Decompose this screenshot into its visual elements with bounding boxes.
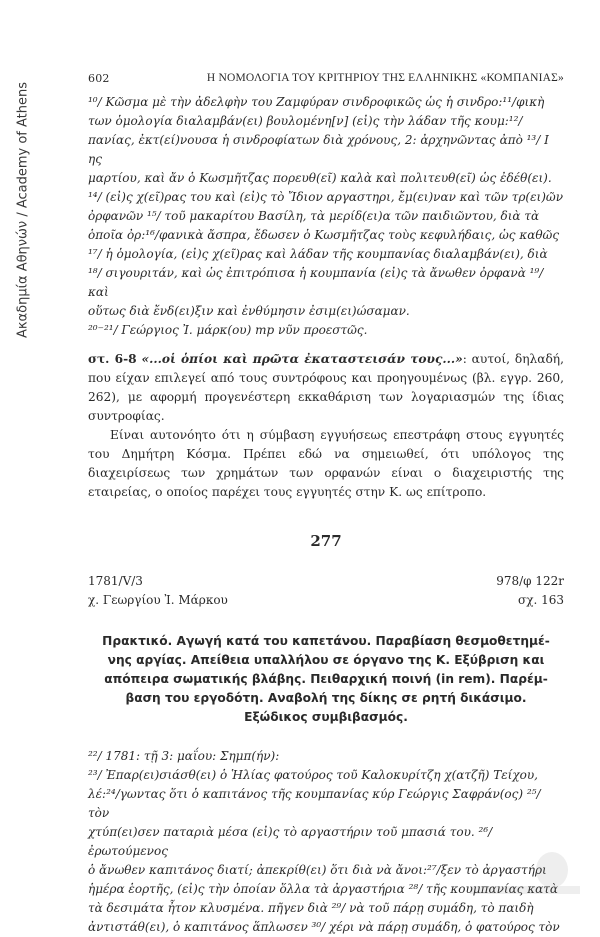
summary-line: βαση του εργοδότη. Αναβολή της δίκης σε ρητή δικάσιμο.	[125, 691, 527, 705]
summary-line: απόπειρα σωματικής βλάβης. Πειθαρχική ποινή (in rem). Παρέμ-	[104, 672, 548, 686]
greek-line: των ὁμολογία διαλαμβάν(ει) βουλομένη[ν] (εἰ)ς τὴν λάδαν τῆς κουμ:¹²/	[88, 114, 523, 128]
body-line: ἀντιστάθ(ει), ὁ καπιτάνος ἅπλωσεν ³⁰/ χέρι νὰ πάρῃ συμάδη, ὁ φατούρος τὸν	[88, 920, 560, 934]
watermark-logo-icon	[470, 848, 580, 898]
page-number: 602	[88, 72, 110, 85]
summary-line: Εξώδικος συμβιβασμός.	[244, 710, 408, 724]
greek-line: ὁποῖα ὀρ:¹⁶/φανικὰ ἄσπρα, ἔδωσεν ὁ Κωσμῆτζας τοὺς κεφυλήδαις, ὡς καθῶς	[88, 228, 560, 242]
body-line: ὁ ἄνωθεν καπιτάνος διατί; ἀπεκρίθ(ει) ὅτι διὰ νὰ ἄνοι:²⁷/ξεν τὸ ἀργαστήρι	[88, 863, 547, 877]
greek-line: ²⁰⁻²¹/ Γεώργιος Ἰ. μάρκ(ου) mp νῦν προεστῶς.	[88, 323, 368, 337]
body-line: ²²/ 1781: τῇ 3: μαΐου: Σημπ(ήν):	[88, 749, 280, 763]
body-line: τὰ δεσιμάτα ἦτον κλυσμένα. πῆγεν διὰ ²⁹/ νὰ τοῦ πάρῃ συμάδη, τὸ παιδὴ	[88, 901, 534, 915]
document-summary	[88, 632, 564, 727]
greek-line: πανίας, ἐκτ(εί)νουσα ἡ σινδροφίατων διὰ χρόνους, 2: ἀρχηνῶντας ἀπὸ ¹³/ Ι ης	[88, 133, 549, 166]
commentary-paragraph	[88, 350, 564, 426]
running-title: Η ΝΟΜΟΛΟΓΙΑ ΤΟΥ ΚΡΙΤΗΡΙΟΥ ΤΗΣ ΕΛΛΗΝΙΚΗΣ «ΚΟΜΠΑΝΙΑΣ»	[206, 72, 564, 84]
summary-line: Πρακτικό. Αγωγή κατά του καπετάνου. Παραβίαση θεσμοθετημέ-	[102, 634, 550, 648]
page	[88, 72, 564, 937]
body-line: ²³/ Ἐπαρ(ει)σιάσθ(ει) ὁ Ἡλίας φατούρος τοῦ Καλοκυρίτζη χ(ατζῆ) Τείχου,	[88, 768, 538, 782]
document-number: 277	[310, 532, 342, 550]
greek-line: ¹⁸/ σιγουριτάν, καὶ ὡς ἐπιτρόπισα ἡ κουμπανία (εἰ)ς τὰ ἄνωθεν ὀρφανὰ ¹⁹/ καὶ	[88, 266, 544, 299]
commentary-ref: στ. 6-8	[88, 352, 137, 366]
commentary	[88, 350, 564, 502]
document-ref: 978/φ 122r	[496, 574, 564, 588]
greek-line: ¹⁷/ ἡ ὁμολογία, (εἰ)ς χ(εῖ)ρας καὶ λάδαν τῆς κουμπανίας διαλαμβάν(ει), διὰ	[88, 247, 548, 261]
document-date: 1781/V/3	[88, 574, 143, 588]
body-line: ἡμέρα ἑορτῆς, (εἰ)ς τὴν ὁποίαν ὅλλα τὰ ἀργαστήρια ²⁸/ τῆς κουμπανίας κατὰ	[88, 882, 558, 896]
document-scribe-row	[88, 591, 564, 610]
summary-line: νης αργίας. Απείθεια υπαλλήλου σε όργανο της Κ. Εξύβριση και	[107, 653, 545, 667]
commentary-text: : αυτοί, δηλαδή, που είχαν επιλεγεί από τους συντρόφους και προηγουμένως (βλ. εγγρ. 260, 262), με αφορμή προγενέστερη εκκαθάριση των λογαριασμών της ίδιας συντροφίας.	[88, 352, 564, 423]
page-header	[88, 72, 564, 93]
commentary-paragraph-2: Είναι αυτονόητο ότι η σύμβαση εγγυήσεως επεστράφη στους εγγυητές του Δημήτρη Κόσμα. Πρέπει εδώ να σημειωθεί, ότι υπόλογος της διαχειρίσεως των χρημάτων των ορφανών είναι ο διαχειριστής της εταιρείας, ο οποίος παρέχει τους εγγυητές στην Κ. ως επίτροπο.	[88, 428, 564, 499]
greek-line: ὀρφανῶν ¹⁵/ τοῦ μακαρίτου Βασίλη, τὰ μερίδ(ει)α τῶν παιδιῶντου, διὰ τὰ	[88, 209, 540, 223]
commentary-quote: «...οἱ ὁπίοι καὶ πρῶτα ἐκαταστεισάν τους...»	[141, 352, 463, 366]
document-meta-row	[88, 572, 564, 591]
greek-line: μαρτίου, καὶ ἄν ὁ Κωσμῆτζας πορευθ(εῖ) καλὰ καὶ πολιτευθ(εῖ) ὡς ἐδέθ(ει).	[88, 171, 552, 185]
greek-line: ¹⁴/ (εἰ)ς χ(εῖ)ρας του καὶ (εἰ)ς τὸ Ἴδιον αργαστηρι, ἔμ(ει)ναν καὶ τῶν τρ(ει)ῶν	[88, 190, 563, 204]
body-line: λέ:²⁴/γωντας ὅτι ὁ καπιτάνος τῆς κουμπανίας κύρ Γεώργις Σαφράν(ος) ²⁵/ τὸν	[88, 787, 541, 820]
side-label: Ακαδημία Αθηνών / Academy of Athens	[15, 81, 31, 339]
greek-line: οὕτως διὰ ἔνδ(ει)ξιν καὶ ἐνθύμησιν ἐσιμ(ει)ώσαμαν.	[88, 304, 410, 318]
greek-text-block	[88, 93, 564, 340]
document-scribe-ref: σχ. 163	[518, 593, 564, 607]
document-scribe: χ. Γεωργίου Ἰ. Μάρκου	[88, 593, 228, 607]
greek-line: ¹⁰/ Κῶσμα μὲ τὴν ἀδελφὴν του Ζαμφύραν σινδροφικῶς ὡς ἡ σινδρο:¹¹/φικὴ	[88, 95, 545, 109]
body-line: χτύπ(ει)σεν παταριὰ μέσα (εἰ)ς τὸ αργαστήριν τοῦ μπασιά του. ²⁶/ ἐρωτούμενος	[88, 825, 493, 858]
document-body	[88, 747, 564, 937]
